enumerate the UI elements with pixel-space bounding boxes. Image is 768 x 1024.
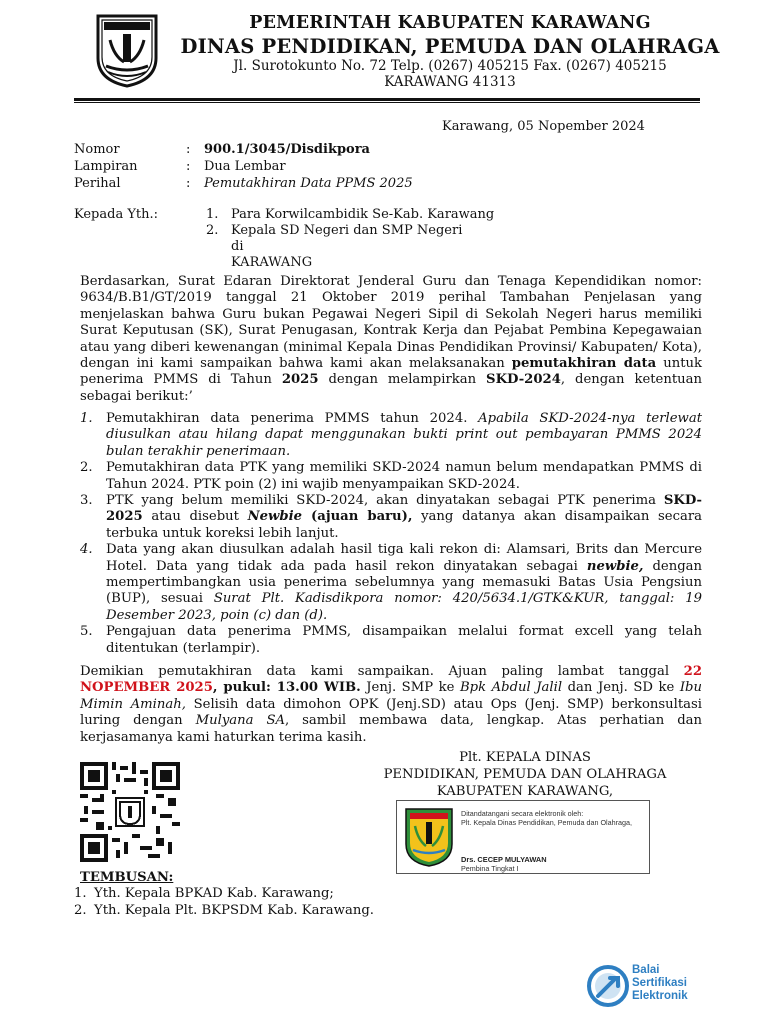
recipient-1: Para Korwilcambidik Se-Kab. Karawang — [231, 207, 495, 222]
header-government: PEMERINTAH KABUPATEN KARAWANG — [249, 13, 651, 33]
list-item-bold: SKD-2025 — [106, 493, 702, 525]
bsre-line-3: Elektronik — [632, 990, 688, 1002]
signatory-name: Drs. CECEP MULYAWAN — [461, 855, 547, 864]
list-item-bold-italic: newbie, — [586, 558, 644, 574]
list-item-text: dengan mempertimbangkan usia penerima sebelumnya yang memasuki Batas Usia Pengsiun (BUP), sesuai — [106, 558, 702, 607]
signature-title-3: KABUPATEN KARAWANG, — [436, 784, 614, 799]
header-address: Jl. Surotokunto No. 72 Telp. (0267) 405215 Fax. (0267) 405215 — [233, 58, 667, 74]
intro-bold-1: pemutakhiran data — [511, 356, 657, 372]
signatory-rank: Pembina Tingkat I — [461, 864, 519, 873]
closing-text: dan Jenj. SD ke — [562, 680, 680, 696]
bsre-line-2: Sertifikasi — [632, 977, 687, 989]
list-item-text: PTK yang belum memiliki SKD-2024, akan dinyatakan sebagai PTK penerima — [106, 493, 664, 509]
meta-nomor-label: Nomor — [74, 142, 120, 157]
karawang-logo-color — [403, 806, 455, 868]
meta-lampiran-label: Lampiran — [74, 159, 138, 174]
deadline-date: 22 NOPEMBER 2025 — [80, 664, 702, 696]
cc-item-number: 1. — [74, 886, 87, 901]
karawang-logo — [92, 10, 162, 88]
intro-text-1: Berdasarkan, Surat Edaran Direktorat Jenderal Guru dan Tenaga Kependidikan nomor: 9634/B.B1/GT/2019 tanggal 21 Oktober 2019 perihal Tambahan Penjelasan yang menjelaskan bahwa Guru bukan Pegawai Negeri Sipil di Sekolah Negeri harus memiliki Surat Keputusan (SK), Surat Penugasan, Kontrak Kerja dan Pejabat Pembina Kepegawaian atau yang diberi kewenangan (minimal Kepala Dinas Pendidikan Provinsi/ Kabupaten/ Kota), dengan ini kami sampaikan bahwa kami akan melaksanakan — [80, 274, 702, 372]
meta-perihal — [74, 176, 474, 194]
header-department: DINAS PENDIDIKAN, PEMUDA DAN OLAHRAGA — [180, 35, 720, 58]
list-item — [80, 624, 702, 657]
esign-office: Plt. Kepala Dinas Pendidikan, Pemuda dan Olahraga, — [461, 818, 633, 827]
list-item-text: yang datanya akan disampaikan secara terbuka untuk koreksi lebih lanjut. — [106, 509, 703, 541]
recipient-1-num: 1. — [206, 207, 219, 222]
list-item-bold: (ajuan baru), — [302, 509, 413, 525]
closing-text: , sambil membawa data, lengkap. Atas perhatian dan kerjasamanya kami haturkan terima kasih. — [80, 713, 702, 745]
meta-perihal-label: Perihal — [74, 176, 121, 191]
intro-bold-2: 2025 — [281, 372, 319, 388]
cc-item-number: 2. — [74, 903, 87, 918]
cc-title: TEMBUSAN: — [80, 870, 174, 885]
meta-colon: : — [186, 176, 191, 191]
intro-text-3: dengan melampirkan — [318, 372, 487, 388]
closing-text: Selisih data dimohon OPK (Jenj.SD) atau Ops (Jenj. SMP) berkonsultasi luring dengan — [80, 696, 703, 729]
intro-paragraph — [80, 274, 702, 405]
recipient-2-num: 2. — [206, 223, 219, 238]
intro-text-4: , dengan ketentuan sebagai berikut:’ — [80, 372, 703, 404]
list-item-text: Pengajuan data penerima PMMS, disampaikan melalui format excell yang telah ditentukan (terlampir). — [106, 624, 702, 656]
list-item-bold-italic: Newbie — [247, 509, 303, 525]
list-item-text: atau disebut — [142, 509, 248, 525]
cc-item — [74, 902, 374, 919]
list-item — [80, 542, 702, 624]
bsre-logo — [586, 962, 706, 1010]
provisions-list — [80, 411, 702, 657]
meta-nomor-value: 900.1/3045/Disdikpora — [204, 142, 370, 157]
list-item — [80, 460, 702, 493]
letter-date: Karawang, 05 Nopember 2024 — [442, 119, 645, 134]
list-item-text: Pemutakhiran data PTK yang memiliki SKD-2024 namun belum mendapatkan PMMS di Tahun 2024. PTK poin (2) ini wajib menyampaikan SKD-2024. — [106, 460, 702, 492]
recipient-city: KARAWANG — [231, 255, 313, 270]
list-item — [80, 411, 702, 460]
qr-code — [80, 762, 180, 862]
header-rule-thin — [74, 102, 700, 103]
closing-text: Jenj. SMP ke — [360, 680, 460, 696]
meta-perihal-value: Pemutakhiran Data PPMS 2025 — [204, 176, 413, 191]
list-item-italic: Surat Plt. Kadisdikpora nomor: 420/5634.1/GTK&KUR, tanggal: 19 Desember 2023, poin (c) dan (d). — [106, 591, 702, 623]
meta-colon: : — [186, 142, 191, 157]
intro-text-2: untuk penerima PMMS di Tahun — [80, 356, 702, 388]
contact-smp: Bpk Abdul Jalil — [459, 680, 563, 696]
closing-paragraph — [80, 664, 702, 746]
signature-title-2: PENDIDIKAN, PEMUDA DAN OLAHRAGA — [383, 767, 667, 782]
meta-colon: : — [186, 159, 191, 174]
meta-nomor — [74, 142, 474, 160]
list-item-text: Data yang akan diusulkan adalah hasil tiga kali rekon di: Alamsari, Brits dan Mercure Hotel. Data yang tidak ada pada hasil rekon dinyatakan sebagai — [106, 542, 702, 574]
list-item-number: 3. — [80, 493, 93, 509]
bsre-line-1: Balai — [632, 964, 660, 976]
cc-list — [74, 885, 374, 919]
header-rule-thick — [74, 98, 700, 101]
signature-title-1: Plt. KEPALA DINAS — [459, 750, 591, 765]
recipient-2: Kepala SD Negeri dan SMP Negeri — [231, 223, 463, 238]
contact-consult: Mulyana SA — [195, 713, 285, 729]
recipient-label: Kepada Yth.: — [74, 207, 159, 222]
list-item — [80, 493, 702, 542]
meta-lampiran — [74, 159, 474, 177]
list-item-number: 4. — [80, 542, 93, 558]
list-item-number: 1. — [80, 411, 93, 426]
header-city: KARAWANG 41313 — [384, 74, 516, 90]
deadline-time: , pukul: 13.00 WIB. — [212, 680, 361, 696]
cc-item-text: Yth. Kepala BPKAD Kab. Karawang; — [94, 886, 334, 901]
list-item-italic: Apabila SKD-2024-nya terlewat diusulkan atau hilang dapat menggunakan bukti print out pembayaran PMMS 2024 bulan terakhir penerimaan. — [106, 411, 702, 459]
cc-item-text: Yth. Kepala Plt. BKPSDM Kab. Karawang. — [94, 903, 374, 918]
esign-caption: Ditandatangani secara elektronik oleh: — [461, 809, 584, 818]
contact-sd: Ibu Mimin Aminah, — [80, 680, 702, 712]
list-item-number: 5. — [80, 624, 93, 640]
list-item-number: 2. — [80, 460, 93, 476]
bsre-emblem-icon — [586, 964, 630, 1008]
meta-lampiran-value: Dua Lembar — [204, 159, 286, 174]
recipient-di: di — [231, 239, 244, 254]
list-item-text: Pemutakhiran data penerima PMMS tahun 2024. — [106, 411, 479, 426]
intro-bold-3: SKD-2024 — [486, 372, 561, 388]
electronic-signature-box — [396, 800, 650, 874]
cc-item — [74, 885, 374, 902]
closing-text: Demikian pemutakhiran data kami sampaikan. Ajuan paling lambat tanggal — [80, 664, 684, 679]
